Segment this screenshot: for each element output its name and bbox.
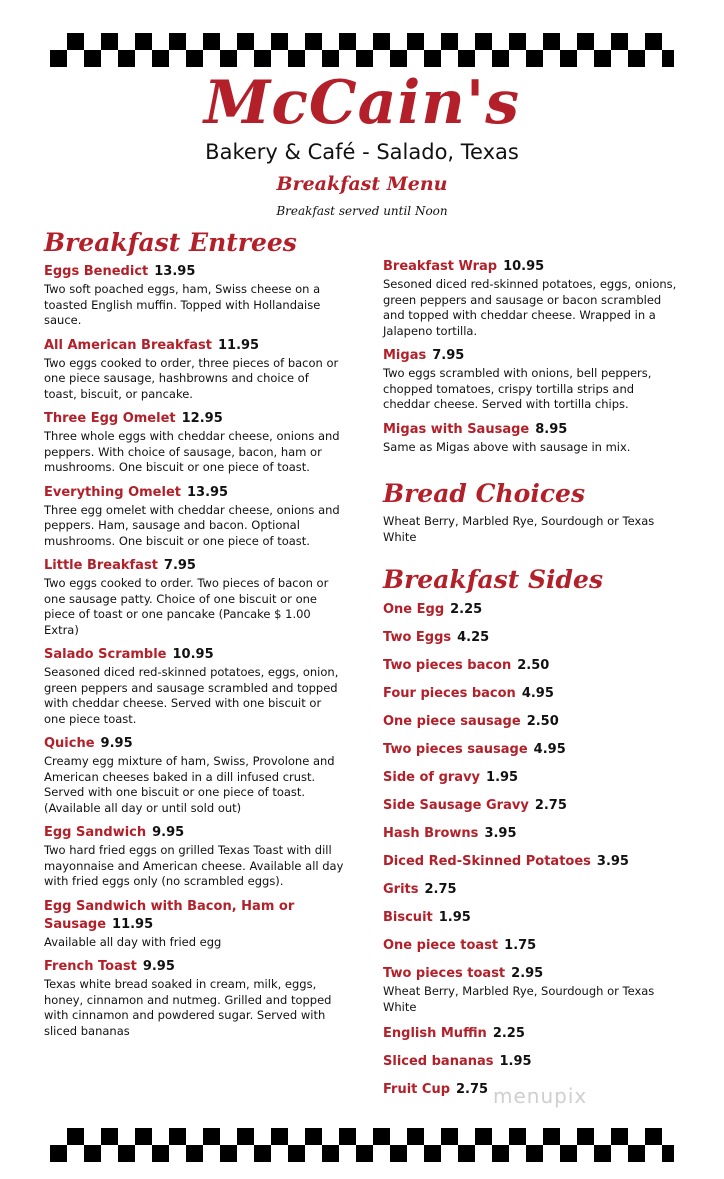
menu-item-name: Biscuit xyxy=(383,910,433,925)
menu-item xyxy=(383,880,683,899)
entrees-list xyxy=(44,263,344,1039)
menu-item-description: Three egg omelet with cheddar cheese, onions and peppers. Ham, sausage and bacon. Optional mushrooms. One biscuit or one piece of toast. xyxy=(44,502,340,548)
menu-item xyxy=(383,908,683,927)
menu-item-description: Two eggs cooked to order. Two pieces of bacon or one sausage patty. Choice of one biscuit or one piece of toast or one pancake (Pancake $ 1.00 Extra) xyxy=(44,576,329,637)
bread-title: Bread Choices xyxy=(383,479,586,508)
menu-item xyxy=(383,796,683,815)
menu-item-name: One piece toast xyxy=(383,938,499,953)
menu-item-name: Two pieces sausage xyxy=(383,742,528,757)
sides-list xyxy=(383,600,683,1099)
menu-item-name: English Muffin xyxy=(383,1026,487,1041)
menu-item-heading xyxy=(383,347,683,365)
menu-item xyxy=(44,410,344,476)
menu-item-heading xyxy=(44,263,344,281)
menu-item-heading xyxy=(44,958,344,976)
menu-item-heading xyxy=(383,258,683,276)
menu-item-price: 9.95 xyxy=(152,825,185,840)
menu-item xyxy=(383,936,683,955)
entrees-title: Breakfast Entrees xyxy=(44,228,297,257)
menu-item xyxy=(383,740,683,759)
menu-item-price: 2.95 xyxy=(511,966,544,981)
menu-item-price: 1.75 xyxy=(504,938,537,953)
menu-item-name: Diced Red-Skinned Potatoes xyxy=(383,854,591,869)
restaurant-subtitle: Bakery & Café - Salado, Texas xyxy=(205,140,519,164)
menu-item-name: French Toast xyxy=(44,959,137,974)
menu-item xyxy=(44,484,344,550)
menu-item-price: 2.75 xyxy=(456,1082,489,1097)
menu-item-name: One piece sausage xyxy=(383,714,521,729)
menu-item-name: Quiche xyxy=(44,736,95,751)
menu-item-price: 9.95 xyxy=(142,959,175,974)
menu-item-heading xyxy=(44,557,344,575)
menu-item-price: 13.95 xyxy=(154,264,196,279)
menu-item-description: Three whole eggs with cheddar cheese, onions and peppers. With choice of sausage, bacon, ham or mushrooms. One biscuit or one piece of toast. xyxy=(44,429,340,474)
menu-item xyxy=(44,898,344,951)
menu-item xyxy=(44,735,344,816)
menu-item-heading xyxy=(383,628,683,647)
menu-item-price: 8.95 xyxy=(535,421,568,437)
menu-item-heading xyxy=(44,735,344,753)
menu-item-heading xyxy=(44,484,344,502)
right-items-list xyxy=(383,258,683,455)
menu-item-name: Two pieces toast xyxy=(383,966,506,981)
menu-item-price: 4.95 xyxy=(533,742,566,757)
menu-item xyxy=(383,684,683,703)
menu-item-description: Texas white bread soaked in cream, milk, eggs, honey, cinnamon and nutmeg. Grilled and topped with cinnamon and powdered sugar. Served with sliced bananas xyxy=(44,977,332,1038)
menu-item-heading xyxy=(44,824,344,842)
menu-item-name: Migas xyxy=(383,348,427,363)
menu-item xyxy=(44,557,344,638)
menu-item-heading xyxy=(383,712,683,731)
menu-item-price: 7.95 xyxy=(163,558,196,573)
menu-item-description: Two eggs scrambled with onions, bell peppers, chopped tomatoes, crispy tortilla strips and cheddar cheese. Served with tortilla chips. xyxy=(383,366,652,411)
menu-item-name: Two pieces bacon xyxy=(383,658,512,673)
menu-item-name: Three Egg Omelet xyxy=(44,411,176,426)
menu-item-price: 11.95 xyxy=(112,916,154,932)
menu-item-name: Hash Browns xyxy=(383,826,479,841)
menu-item xyxy=(44,263,344,329)
checker-border-bottom xyxy=(50,1128,674,1162)
menu-item-name: Grits xyxy=(383,882,419,897)
right-column xyxy=(383,258,683,1108)
menu-item-price: 3.95 xyxy=(484,826,517,841)
menu-item-name: Everything Omelet xyxy=(44,484,181,500)
menu-item-name: Eggs Benedict xyxy=(44,264,149,279)
menu-item xyxy=(44,337,344,403)
menu-item-heading xyxy=(383,768,683,787)
menu-item-price: 2.75 xyxy=(534,798,567,813)
menu-item-description: Sesoned diced red-skinned potatoes, eggs, onions, green peppers and sausage or bacon scrambled and topped with cheddar cheese. Wrapped in a Jalapeno tortilla. xyxy=(383,277,677,338)
menu-item-name: Side Sausage Gravy xyxy=(383,798,529,813)
menu-item-price: 2.50 xyxy=(526,714,559,729)
menu-item-price: 12.95 xyxy=(181,411,223,426)
menu-item xyxy=(44,958,344,1039)
menu-item-name: Breakfast Wrap xyxy=(383,259,498,274)
menu-item xyxy=(383,852,683,871)
menu-item-name: Little Breakfast xyxy=(44,558,158,573)
menu-item-name: One Egg xyxy=(383,602,445,617)
served-note: Breakfast served until Noon xyxy=(276,204,448,218)
menu-item-heading xyxy=(44,898,344,934)
menu-item xyxy=(383,656,683,675)
menu-item-heading xyxy=(383,1052,683,1071)
menu-item-heading xyxy=(383,824,683,843)
menu-item-price: 9.95 xyxy=(100,736,133,751)
sides-section xyxy=(383,565,683,1099)
menu-item-name: Egg Sandwich xyxy=(44,825,147,840)
menu-item-heading xyxy=(44,337,344,355)
menu-item xyxy=(44,646,344,727)
menu-item-heading xyxy=(383,852,683,871)
menu-item-heading xyxy=(383,421,683,439)
menu-item-name: All American Breakfast xyxy=(44,337,212,353)
menu-item-heading xyxy=(383,880,683,899)
menu-item xyxy=(383,258,683,339)
menu-item-name: Two Eggs xyxy=(383,630,452,645)
menu-item-heading xyxy=(383,684,683,703)
menu-item-price: 10.95 xyxy=(503,259,545,274)
menu-item-description: Two soft poached eggs, ham, Swiss cheese on a toasted English muffin. Topped with Hollandaise sauce. xyxy=(44,282,321,327)
menu-item-heading xyxy=(383,964,683,983)
watermark: menupix xyxy=(493,1084,588,1108)
menu-item-description: Two hard fried eggs on grilled Texas Toast with dill mayonnaise and American cheese. Available all day with fried eggs only (no scrambled eggs). xyxy=(44,843,344,888)
menu-item-name: Four pieces bacon xyxy=(383,686,516,701)
menu-item-description: Two eggs cooked to order, three pieces of bacon or one piece sausage, hashbrowns and choice of toast, biscuit, or pancake. xyxy=(44,355,339,401)
menu-item-price: 1.95 xyxy=(438,910,471,925)
left-column xyxy=(44,228,344,1047)
menu-item-price: 13.95 xyxy=(186,484,229,500)
menu-item-description: Same as Migas above with sausage in mix. xyxy=(383,439,631,454)
menu-item-price: 2.50 xyxy=(517,658,550,673)
menu-item xyxy=(44,824,344,890)
menu-item-price: 10.95 xyxy=(172,647,214,662)
menu-item-heading xyxy=(44,410,344,428)
menu-item xyxy=(383,347,683,413)
menu-item-description: Available all day with fried egg xyxy=(44,934,222,949)
menu-item xyxy=(383,421,683,456)
menu-item-heading xyxy=(383,908,683,927)
menu-item-price: 1.95 xyxy=(486,770,519,785)
menu-item-price: 2.75 xyxy=(424,882,457,897)
menu-item xyxy=(383,964,683,1015)
sides-title: Breakfast Sides xyxy=(383,565,604,594)
menu-item-name: Fruit Cup xyxy=(383,1082,451,1097)
menu-item-name: Salado Scramble xyxy=(44,647,167,662)
menu-item-name: Migas with Sausage xyxy=(383,421,530,437)
menu-item-price: 1.95 xyxy=(499,1054,532,1069)
menu-item-heading xyxy=(383,600,683,619)
menu-item-heading xyxy=(383,796,683,815)
menu-item-price: 3.95 xyxy=(596,854,629,869)
restaurant-logo: McCain's xyxy=(203,68,521,138)
menu-item xyxy=(383,628,683,647)
menu-item xyxy=(383,712,683,731)
menu-item xyxy=(383,600,683,619)
menu-item-heading xyxy=(383,1024,683,1043)
menu-item-price: 7.95 xyxy=(432,348,465,363)
menu-item xyxy=(383,824,683,843)
menu-item-description: Wheat Berry, Marbled Rye, Sourdough or Texas White xyxy=(383,984,655,1014)
menu-item-description: Seasoned diced red-skinned potatoes, eggs, onion, green peppers and sausage scrambled and topped with cheddar cheese. Served with one biscuit or one piece toast. xyxy=(44,665,339,726)
menu-item-heading xyxy=(383,936,683,955)
menu-item-heading xyxy=(383,656,683,675)
bread-section xyxy=(383,479,683,545)
menu-item-price: 2.25 xyxy=(492,1026,525,1041)
bread-choices-text: Wheat Berry, Marbled Rye, Sourdough or Texas White xyxy=(383,514,655,544)
menu-item-name: Sliced bananas xyxy=(383,1054,494,1069)
menu-item xyxy=(383,1052,683,1071)
menu-item-price: 11.95 xyxy=(217,337,260,353)
menu-item-name: Side of gravy xyxy=(383,770,481,785)
menu-title: Breakfast Menu xyxy=(276,173,448,195)
menu-item xyxy=(383,1024,683,1043)
menu-item-price: 4.25 xyxy=(457,630,490,645)
menu-item-heading xyxy=(383,740,683,759)
menu-item xyxy=(383,768,683,787)
checker-border-top xyxy=(50,33,674,67)
menu-item-heading xyxy=(44,646,344,664)
menu-item-description: Creamy egg mixture of ham, Swiss, Provolone and American cheeses baked in a dill infused crust. Served with one biscuit or one piece of toast. (Available all day or until sold out) xyxy=(44,754,335,815)
menu-item-price: 4.95 xyxy=(521,686,554,701)
menu-item-price: 2.25 xyxy=(450,602,483,617)
menu-item-name: Egg Sandwich with Bacon, Ham or Sausage xyxy=(44,898,295,932)
